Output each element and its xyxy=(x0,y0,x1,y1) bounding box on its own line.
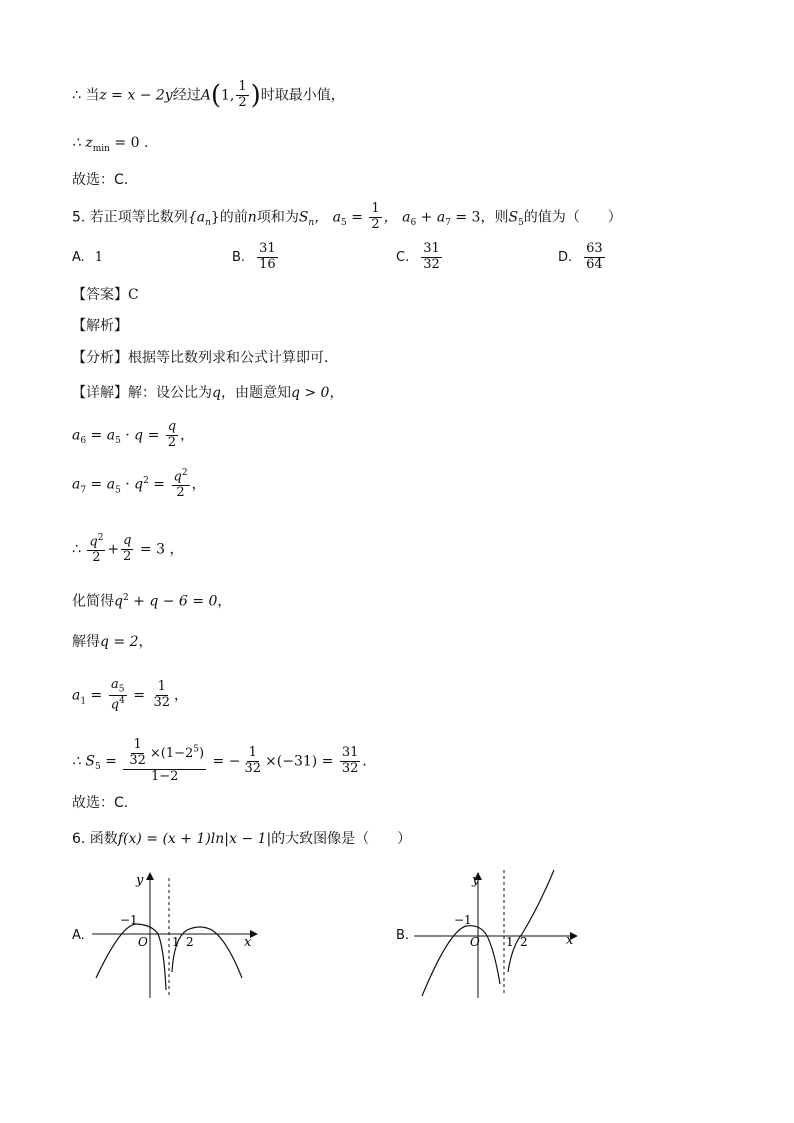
text: ， xyxy=(191,476,206,493)
denominator: 32 xyxy=(341,760,359,776)
math: = xyxy=(100,753,122,770)
math: S xyxy=(508,209,519,226)
math: a xyxy=(72,427,81,444)
x-label: x xyxy=(566,933,574,948)
math: q > 0 xyxy=(290,385,330,401)
math: + a xyxy=(416,209,446,226)
fraction xyxy=(369,202,381,233)
math: ∴ S xyxy=(72,753,95,770)
denominator: 2 xyxy=(123,549,132,565)
numerator: 63 xyxy=(586,241,603,256)
math: a xyxy=(72,476,81,493)
math: = 3 xyxy=(450,209,481,226)
numerator: 31 xyxy=(259,241,276,256)
math: ×(−31) = xyxy=(265,753,338,770)
subscript: 5 xyxy=(118,684,125,695)
text: ∴ 当 xyxy=(72,87,100,104)
numerator xyxy=(123,738,206,770)
inner-fraction xyxy=(127,738,148,769)
text: 故选：C. xyxy=(72,795,129,811)
fraction xyxy=(166,420,178,451)
math: q xyxy=(212,385,221,401)
superscript: 2 xyxy=(181,468,188,478)
math-expr: = 0 . xyxy=(109,135,149,151)
fraction xyxy=(123,738,206,785)
text: 解：设公比为 xyxy=(128,385,212,401)
numerator xyxy=(172,468,190,486)
math: · q = xyxy=(120,427,164,444)
denominator: 16 xyxy=(259,256,276,272)
subscript: 6 xyxy=(410,218,417,229)
numerator: 1 xyxy=(248,744,257,760)
option-label: B. xyxy=(232,249,246,265)
math: a xyxy=(72,687,81,704)
numerator: 31 xyxy=(423,241,440,256)
tick-neg1: −1 xyxy=(454,913,472,927)
math: + q − 6 = 0 xyxy=(128,593,218,610)
math: = − xyxy=(208,753,241,770)
graph-a-label: A. xyxy=(72,928,85,943)
numerator: q xyxy=(123,533,132,549)
text: 5. 若正项等比数列 xyxy=(72,209,188,226)
origin-label: O xyxy=(138,935,148,949)
subscript: 6 xyxy=(80,436,87,447)
step-simplify xyxy=(72,594,231,609)
text: 的大致图像是（ ） xyxy=(271,831,412,847)
math: = 3 ， xyxy=(135,541,184,558)
detail-line xyxy=(72,386,343,400)
denominator: 2 xyxy=(167,434,177,450)
math: q xyxy=(173,469,182,485)
fenxi-line xyxy=(72,351,338,365)
math-num: 1, xyxy=(221,87,235,104)
text: ，由题意知 xyxy=(220,385,291,401)
fraction xyxy=(87,533,105,566)
answer-value: C xyxy=(128,287,139,303)
math: ， a xyxy=(314,209,342,226)
denominator: 32 xyxy=(244,760,262,776)
tick-1: 1 xyxy=(506,935,514,949)
fenxi-tag: 【分析】 xyxy=(72,350,128,366)
origin-label: O xyxy=(470,935,480,949)
text: 经过 xyxy=(172,87,201,104)
tick-1: 1 xyxy=(172,935,180,949)
numerator: q xyxy=(167,419,177,434)
fraction xyxy=(172,468,190,501)
answer-line xyxy=(72,288,139,302)
math: + xyxy=(107,541,120,558)
step-solve xyxy=(72,635,153,649)
math: q xyxy=(114,593,123,610)
y-label: y xyxy=(136,873,144,888)
fraction xyxy=(584,242,605,273)
math: = xyxy=(128,687,150,704)
x-label: x xyxy=(244,935,252,950)
step-s5 xyxy=(72,738,376,785)
math: q = 2 xyxy=(100,634,139,650)
numerator: 1 xyxy=(371,201,380,216)
subscript: 5 xyxy=(115,436,121,447)
text: ， xyxy=(173,687,188,704)
fraction xyxy=(421,242,442,273)
math: = a xyxy=(86,476,116,493)
y-label: y xyxy=(472,873,480,888)
denominator: 64 xyxy=(586,256,603,272)
option-label: C. xyxy=(396,249,410,265)
step-a7 xyxy=(72,468,206,501)
text: 化简得 xyxy=(72,593,114,610)
fraction xyxy=(242,746,263,777)
superscript: 2 xyxy=(122,593,129,603)
question-6 xyxy=(72,832,411,846)
fraction xyxy=(236,80,248,111)
superscript: 2 xyxy=(97,533,104,543)
text: 解得 xyxy=(72,634,100,650)
superscript: 4 xyxy=(119,695,125,706)
math: = xyxy=(86,687,107,704)
step-a6 xyxy=(72,420,194,451)
text: ，则 xyxy=(480,209,509,226)
math: ， a xyxy=(383,209,411,226)
fraction xyxy=(340,746,361,777)
math: ) xyxy=(199,745,205,761)
graph-b-label: B. xyxy=(396,928,410,943)
graph-a[interactable] xyxy=(92,868,262,1003)
subscript: 1 xyxy=(80,696,87,707)
denominator: 2 xyxy=(238,94,247,110)
step-a1 xyxy=(72,678,188,713)
text: 的值为（ ） xyxy=(523,209,622,226)
denominator: 32 xyxy=(423,256,440,272)
text: ∴ xyxy=(72,541,86,558)
curve-right xyxy=(172,927,242,978)
y-arrow xyxy=(146,872,154,880)
text: ， xyxy=(329,385,344,401)
fraction xyxy=(257,242,278,273)
line-zmin xyxy=(72,136,148,154)
denominator xyxy=(109,696,127,713)
math: S xyxy=(298,209,309,226)
option-b[interactable] xyxy=(232,242,280,273)
text: ， xyxy=(217,593,232,610)
subscript: n xyxy=(205,218,211,229)
detail-tag: 【详解】 xyxy=(72,385,128,401)
math-expr: z = x − 2y xyxy=(99,87,173,104)
text: ． xyxy=(362,753,377,770)
numerator xyxy=(87,533,105,551)
denominator: 2 xyxy=(176,485,185,501)
option-a[interactable] xyxy=(72,250,103,265)
paren: ( xyxy=(210,80,221,111)
analysis-line xyxy=(72,319,128,333)
denominator: 32 xyxy=(129,752,146,768)
subscript: 5 xyxy=(94,762,101,773)
fraction xyxy=(121,534,133,565)
math: ×(1−2 xyxy=(149,745,194,761)
subscript: min xyxy=(92,143,110,154)
math: · q xyxy=(120,476,144,493)
subscript: 5 xyxy=(518,218,524,229)
superscript: 2 xyxy=(143,475,149,486)
math-expr: ∴ z xyxy=(72,135,93,151)
question-5 xyxy=(72,202,622,233)
option-c[interactable] xyxy=(396,242,444,273)
answer-tag: 【答案】 xyxy=(72,287,128,303)
numerator: 1 xyxy=(238,79,247,94)
paren: ) xyxy=(250,80,261,111)
math: } xyxy=(210,209,220,226)
text: 的前 xyxy=(219,209,248,226)
option-label: D. xyxy=(558,249,573,265)
numerator: 1 xyxy=(133,737,142,752)
subscript: 5 xyxy=(115,485,121,496)
denominator: 32 xyxy=(153,695,170,711)
choice-line-2 xyxy=(72,796,128,810)
tick-neg1: −1 xyxy=(120,913,138,927)
subscript: n xyxy=(308,218,315,229)
analysis-tag: 【解析】 xyxy=(72,318,128,334)
math-point: A xyxy=(200,87,211,104)
option-d[interactable] xyxy=(558,242,607,273)
denominator: 2 xyxy=(371,216,380,232)
math: = xyxy=(148,476,170,493)
line-choice xyxy=(72,173,128,187)
curve-right xyxy=(508,870,554,972)
text: ， xyxy=(138,634,153,650)
text: ， xyxy=(180,427,195,444)
graph-b[interactable] xyxy=(414,866,584,1001)
math: {a xyxy=(187,209,206,226)
denominator: 1−2 xyxy=(150,768,179,784)
subscript: 5 xyxy=(341,218,347,229)
step-sum xyxy=(72,533,183,566)
text: 时取最小值， xyxy=(260,87,345,104)
math: a xyxy=(111,677,119,692)
text: 故选：C. xyxy=(72,172,129,188)
numerator xyxy=(109,678,127,696)
option-label: A. xyxy=(72,250,85,265)
fraction xyxy=(151,680,172,711)
superscript: 5 xyxy=(193,744,200,755)
text: 6. 函数 xyxy=(72,831,118,847)
subscript: 7 xyxy=(445,218,451,229)
math: n xyxy=(247,209,257,226)
tick-2: 2 xyxy=(520,935,528,949)
line-condition xyxy=(72,80,345,111)
option-value: 1 xyxy=(94,250,104,265)
tick-2: 2 xyxy=(186,935,194,949)
text: 项和为 xyxy=(256,209,299,226)
math: = a xyxy=(86,427,116,444)
math-expr: f(x) = (x + 1)ln|x − 1| xyxy=(117,831,272,847)
fraction xyxy=(109,678,127,713)
numerator: 31 xyxy=(341,744,359,760)
subscript: 7 xyxy=(80,485,87,496)
math: q xyxy=(89,534,98,550)
fenxi-text: 根据等比数列求和公式计算即可． xyxy=(128,350,338,366)
numerator: 1 xyxy=(157,679,166,695)
denominator: 2 xyxy=(92,550,101,566)
math: q xyxy=(110,697,120,713)
math: = xyxy=(346,209,368,226)
